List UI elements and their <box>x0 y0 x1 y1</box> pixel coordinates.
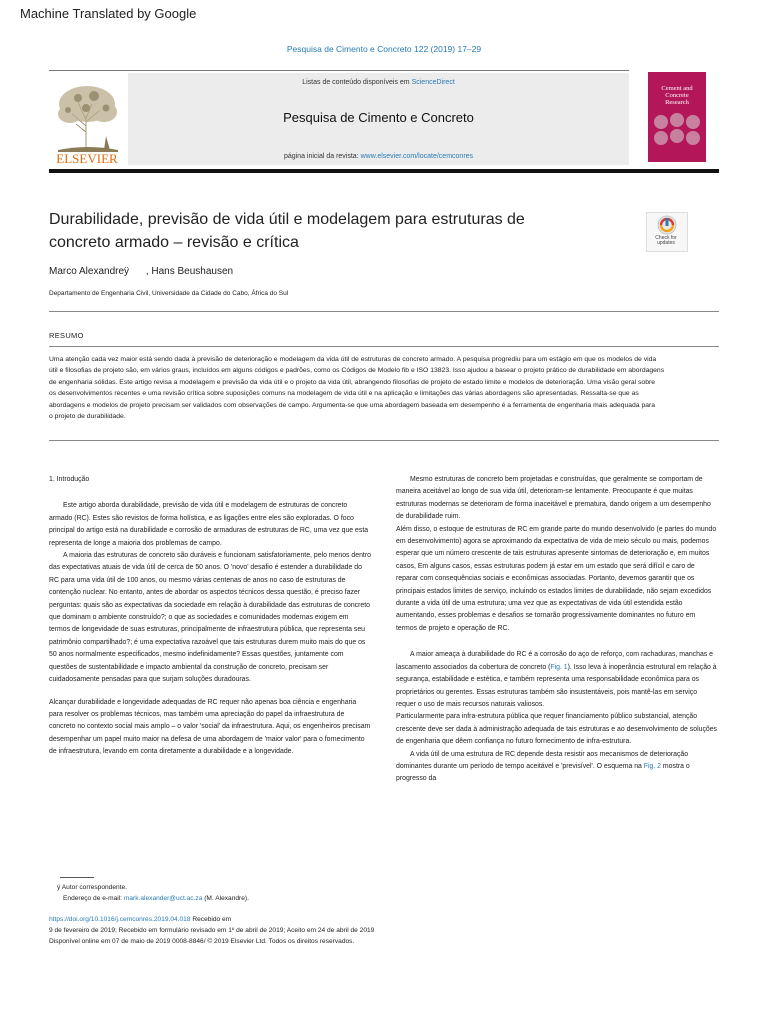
cover-title-line: Cement and <box>661 85 693 92</box>
doi-block <box>49 915 374 947</box>
affiliation: Departamento de Engenharia Civil, Universidade da Cidade do Cabo, África do Sul <box>49 290 289 297</box>
corresponding-author-note: ÿ Autor correspondente. <box>57 884 128 891</box>
author-name[interactable]: Hans Beushausen <box>151 266 234 277</box>
cover-title-line: Concrete <box>665 92 689 99</box>
paragraph-text: A vida útil de uma estrutura de RC depende desta resistir aos mecanismos de deterioração dominantes durante um período de tempo aceitável e 'previsível'. O esquema na <box>396 750 689 770</box>
fig-1-link[interactable]: Fig. 1 <box>550 663 568 671</box>
received-text: Recebido em <box>192 916 232 923</box>
copyright-line: Disponível online em 07 de maio de 2019 0008-8846/ © 2019 Elsevier Ltd. Todos os direitos reservados. <box>49 937 355 945</box>
section-rule <box>49 311 719 312</box>
email-suffix: (M. Alexandre). <box>204 895 249 902</box>
paragraph: Alcançar durabilidade e longevidade adequadas de RC requer não apenas boa ciência e engenharia para resolver os problemas técnicos, mas também uma apreciação do papel da infraestrutura de concreto no contexto social mais amplo – o valor 'social' da infraestrutura. Aqui, os engenheiros precisam desempenhar um papel muito maior na defesa de uma abordagem de 'maior valor' para o fornecimento de infraestrutura, levando em conta diretamente a durabilidade e a longevidade. <box>49 698 371 756</box>
right-column <box>396 474 718 786</box>
section-rule <box>49 440 719 441</box>
footnote <box>57 882 249 904</box>
check-for-updates-label <box>646 236 686 246</box>
homepage-prefix: página inicial da revista: <box>283 153 359 160</box>
homepage-link[interactable]: www.elsevier.com/locate/cemconres <box>360 153 474 160</box>
abstract-line: abordagens e modelos de projeto precisam ser validados com observações de campo. Argumenta-se que uma abordagem baseada em desempenho é a ferramenta de engenharia mais adequada para <box>49 401 656 409</box>
paragraph-text: mostra o progresso da <box>396 762 690 783</box>
paragraph: Além disso, o estoque de estruturas de RC em grande parte do mundo desenvolvido (e partes do mundo em desenvolvimento) agora se aproximando da expectativa de vida de meio século ou mais, podemos esperar que um número crescente de tais estruturas apresente sintomas de deterioração e, em muitos casos, Em alguns casos, essas estruturas podem já estar em um estado que será difícil e caro de reparar com consequências sociais e econômicas associadas. Portanto, devemos garantir que os principais estados limites de serviço, incluindo os estados limites de durabilidade, não sejam excedidos durante a vida útil de uma estrutura; uma vez que as expectativas de vida útil estendida estão aumentando, esses problemas e desafios se tornarão progressivamente dominantes no futuro em termos de projeto e operação de RC. <box>396 525 717 632</box>
publisher-name: ELSEVIER <box>56 151 118 166</box>
updates-icon <box>647 213 687 237</box>
article-title-line: Durabilidade, previsão de vida útil e modelagem para estruturas de <box>49 211 525 228</box>
email-line <box>57 893 249 904</box>
abstract-line: os desenvolvimentos recentes e uma revisão crítica sobre suposições comuns na modelagem de vida útil e na aplicação e limitações das várias abordagens são apresentadas. Ressalta-se que as <box>49 390 639 398</box>
dates-line: 9 de fevereiro de 2019; Recebido em formulário revisado em 1º de abril de 2019; Aceito em 24 de abril de 2019 <box>49 926 375 934</box>
abstract-line: de engenharia sólidas. Este artigo revisa a modelagem e previsão da vida útil e o projeto da vida útil, abrangendo filosofias de projeto de estado limite e modelos de deterioração. Uma visão geral sobre <box>49 378 656 386</box>
footnote-rule <box>60 877 94 878</box>
homepage-line <box>128 153 629 160</box>
paragraph: A maioria das estruturas de concreto são duráveis e funcionam satisfatoriamente, pelo menos dentro das expectativas atuais de vida útil de cerca de 50 anos. O 'novo' desafio é estender a durabilidade do RC para uma vida útil de 100 anos, ou mesmo várias centenas de anos no caso de estruturas de contenção nuclear. No entanto, antes de abordar os aspectos técnicos dessa questão, é preciso fazer perguntas: quais são as expectativas da sociedade em relação à durabilidade das estruturas de concreto que dominam o ambiente construído?; o que as sociedades e comunidades modernas exigem em termos de longevidade de suas estruturas, principalmente de infraestrutura pública, que representa seu patrimônio compartilhado?; é uma expectativa razoável que tais estruturas durem muito mais do que os 50 anos normalmente especificados, mesmo indefinidamente? Essas questões, juntamente com questões de sustentabilidade e impacto ambiental da construção de concreto, precisam ser cuidadosamente pensadas para que surjam soluções duradouras. <box>49 552 371 684</box>
machine-translated-banner: Machine Translated by Google <box>20 6 197 21</box>
elsevier-tree-logo <box>48 76 126 166</box>
badge-line: Check for <box>655 235 677 241</box>
sciencedirect-link[interactable]: ScienceDirect <box>411 79 455 86</box>
paragraph: Particularmente para infra-estrutura pública que requer financiamento público substancial, atenção crescente deve ser dada à administração adequada de tais estruturas e ao desenvolvimento de soluções de engenharia que dêem confiança no futuro fornecimento de infra-estrutura. <box>396 713 717 746</box>
cover-title <box>648 85 706 106</box>
article-title <box>49 208 609 254</box>
author-separator: , <box>145 266 149 277</box>
header-thick-rule <box>49 169 719 173</box>
contents-line <box>128 79 629 86</box>
doi-line <box>49 915 374 926</box>
paragraph: Este artigo aborda durabilidade, previsão de vida útil e modelagem de estruturas de concreto armado (RC). Estes são revistos de forma holística, e as ligações entre eles são exploradas. O foco principal do artigo está na durabilidade e corrosão de armaduras de estruturas de RC, uma vez que esta representa de longe a maioria dos problemas de campo. <box>49 502 369 547</box>
contents-prefix: Listas de conteúdo disponíveis em <box>302 79 410 86</box>
paragraph-text: ). Isso leva à inoperância estrutural em relação à segurança, estabilidade e estética, e também representa uma responsabilidade econômica para os proprietários ou gerentes. Essas estruturas também são insustentáveis, pois mantê-las em serviço requer o uso de mais recursos naturais valiosos. <box>396 663 717 708</box>
journal-title: Pesquisa de Cimento e Concreto <box>283 110 474 125</box>
cover-title-line: Research <box>665 99 689 106</box>
badge-line: updates <box>657 240 675 246</box>
paragraph-text: A maior ameaça à durabilidade do RC é a corrosão do aço de reforço, com rachaduras, manchas e lascamento associados da cobertura de concreto ( <box>396 651 713 671</box>
fig-2-link[interactable]: Fig. 2 <box>643 762 662 770</box>
email-link[interactable]: mark.alexander@uct.ac.za <box>123 895 203 902</box>
abstract-body <box>49 354 719 422</box>
abstract-line: Uma atenção cada vez maior está sendo dada à previsão de deterioração e modelagem da vida útil de estruturas de concreto armado. A pesquisa progrediu para um estágio em que os modelos de vida <box>49 356 657 363</box>
article-title-line: concreto armado – revisão e crítica <box>49 234 299 251</box>
paragraph <box>396 649 718 711</box>
paragraph <box>396 749 718 786</box>
abstract-line: útil e filosofias de projeto são, em vários graus, incluídos em alguns códigos e padrões, como os Códigos de Modelo fib e ISO 13823. Isso ajudou a basear o projeto prático de durabilidade em abordagens <box>49 367 665 375</box>
check-for-updates-badge[interactable] <box>646 212 688 252</box>
paragraph: Mesmo estruturas de concreto bem projetadas e construídas, que geralmente se comportam de maneira aceitável ao longo de sua vida útil, deterioram-se lentamente. Preocupante é que muitas estruturas modernas se deterioram de forma inaceitável e prematura, dando origem a um desempenho de durabilidade ruim. <box>396 476 711 521</box>
authors-line <box>49 266 233 277</box>
section-heading: 1. Introdução <box>49 476 90 483</box>
journal-reference[interactable]: Pesquisa de Cimento e Concreto 122 (2019) 17–29 <box>286 44 482 54</box>
left-column <box>49 474 371 759</box>
abstract-heading: RESUMO <box>49 331 84 340</box>
abstract-line: o projeto de durabilidade. <box>49 413 126 421</box>
author-name[interactable]: Marco Alexandreÿ <box>49 266 130 277</box>
doi-link[interactable]: https://doi.org/10.1016/j.cemconres.2019.04.018 <box>49 916 191 923</box>
email-prefix: Endereço de e-mail: <box>63 895 123 902</box>
header-top-rule <box>49 70 629 71</box>
section-rule <box>49 346 719 347</box>
